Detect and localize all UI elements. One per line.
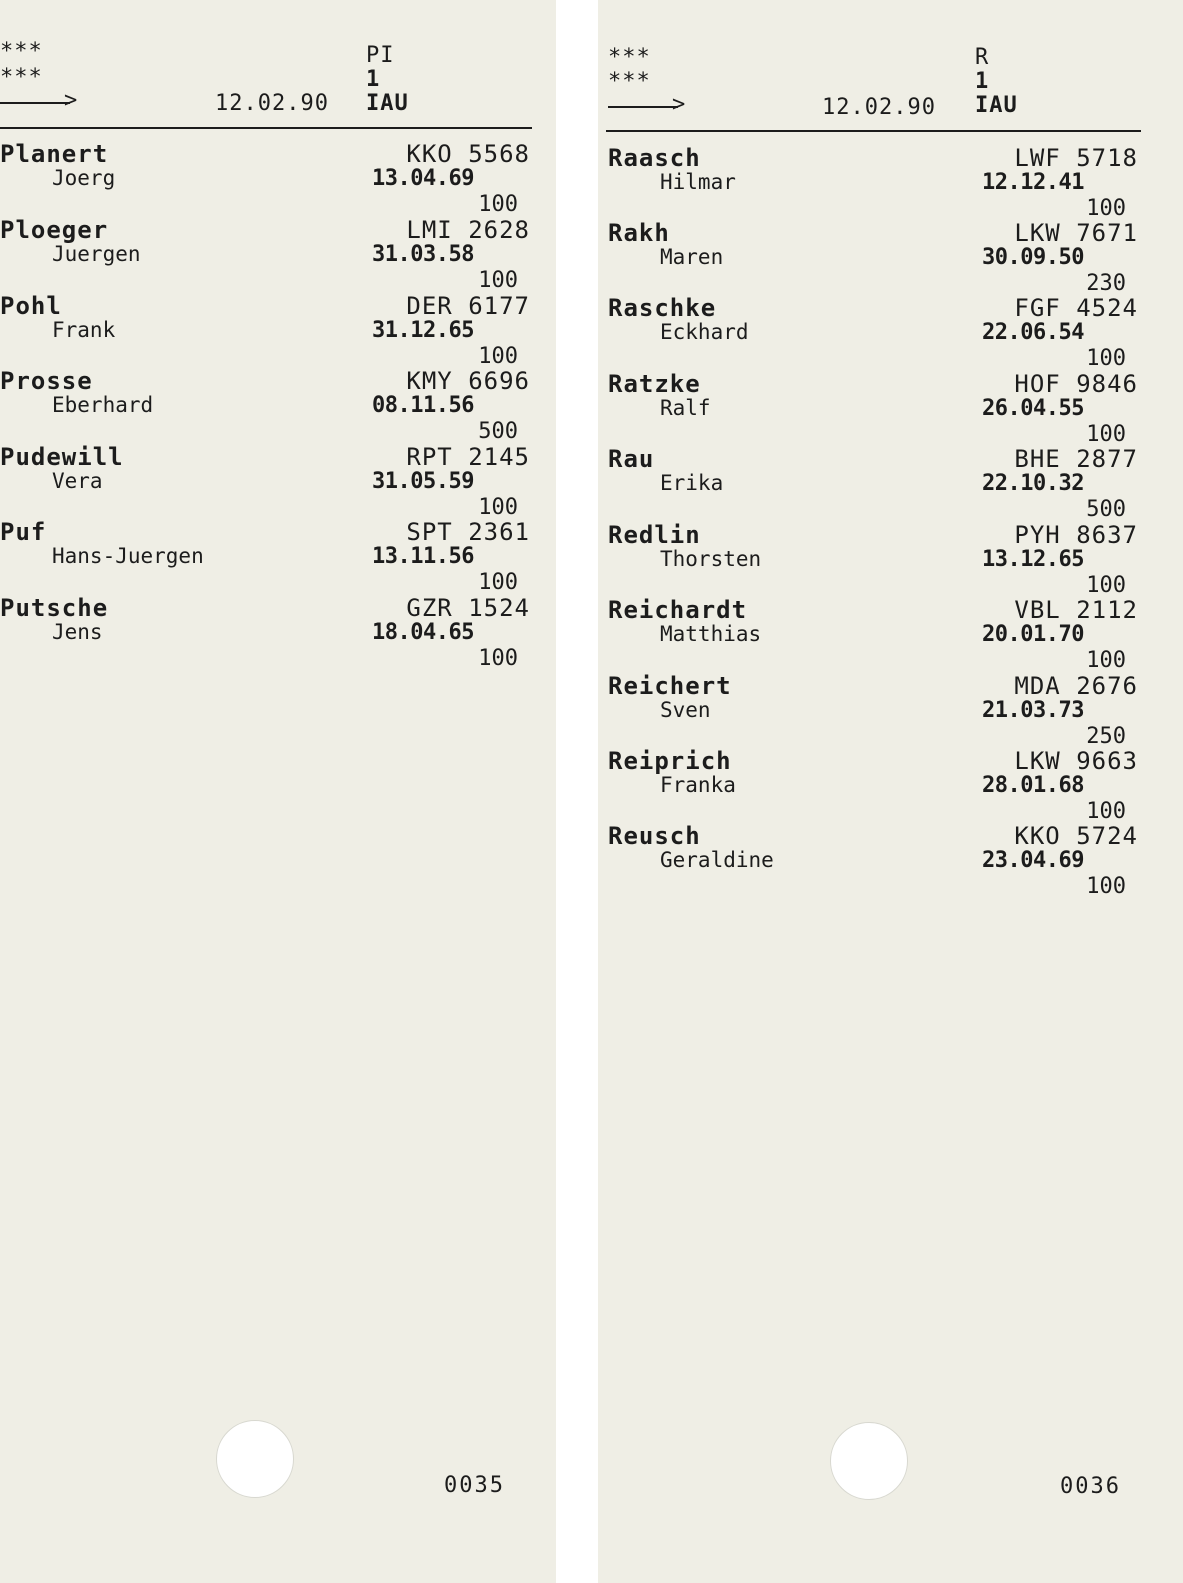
birth-date: 31.12.65 xyxy=(372,318,474,343)
amount: 100 xyxy=(1086,346,1126,371)
firstname: Matthias xyxy=(660,622,762,646)
surname: Pudewill xyxy=(0,443,124,471)
arrow-head-icon: > xyxy=(64,88,78,113)
code: KKO 5724 xyxy=(1014,822,1138,850)
firstname: Eckhard xyxy=(660,320,749,344)
amount: 230 xyxy=(1086,271,1126,296)
firstname: Eberhard xyxy=(52,393,154,417)
list-item xyxy=(608,144,1138,220)
amount: 100 xyxy=(478,646,518,671)
header-stars-1: *** xyxy=(608,45,651,70)
birth-date: 18.04.65 xyxy=(372,620,474,645)
surname: Prosse xyxy=(0,367,93,395)
list-item xyxy=(0,292,530,368)
surname: Rau xyxy=(608,445,655,473)
code: VBL 2112 xyxy=(1014,596,1138,624)
surname: Pohl xyxy=(0,292,62,320)
list-item xyxy=(608,672,1138,748)
list-item xyxy=(0,140,530,216)
code: LWF 5718 xyxy=(1014,144,1138,172)
header-code-mid: 1 xyxy=(366,67,381,92)
amount: 100 xyxy=(1086,573,1126,598)
surname: Reichert xyxy=(608,672,732,700)
card-number: 0036 xyxy=(1060,1474,1121,1499)
code: GZR 1524 xyxy=(406,594,530,622)
amount: 100 xyxy=(1086,874,1126,899)
surname: Raasch xyxy=(608,144,701,172)
firstname: Jens xyxy=(52,620,103,644)
code: LKW 7671 xyxy=(1014,219,1138,247)
amount: 100 xyxy=(478,495,518,520)
surname: Reusch xyxy=(608,822,701,850)
birth-date: 13.04.69 xyxy=(372,166,474,191)
amount: 100 xyxy=(1086,422,1126,447)
arrow-head-icon: > xyxy=(672,92,686,117)
list-item xyxy=(0,594,530,670)
firstname: Franka xyxy=(660,773,736,797)
birth-date: 28.01.68 xyxy=(982,773,1084,798)
list-item xyxy=(0,367,530,443)
firstname: Juergen xyxy=(52,242,141,266)
list-item xyxy=(608,596,1138,672)
code: BHE 2877 xyxy=(1014,445,1138,473)
birth-date: 13.12.65 xyxy=(982,547,1084,572)
firstname: Thorsten xyxy=(660,547,762,571)
birth-date: 12.12.41 xyxy=(982,170,1084,195)
header-rule xyxy=(0,127,532,129)
header-stars-2: *** xyxy=(0,65,43,90)
surname: Puf xyxy=(0,518,47,546)
list-item xyxy=(0,518,530,594)
index-card-right xyxy=(598,0,1183,1583)
firstname: Joerg xyxy=(52,166,116,190)
list-item xyxy=(0,443,530,519)
header-code-bottom: IAU xyxy=(366,91,409,116)
code: KMY 6696 xyxy=(406,367,530,395)
amount: 100 xyxy=(478,192,518,217)
list-item xyxy=(608,521,1138,597)
firstname: Ralf xyxy=(660,396,711,420)
code: RPT 2145 xyxy=(406,443,530,471)
card-number: 0035 xyxy=(444,1473,505,1498)
amount: 100 xyxy=(478,344,518,369)
header-rule xyxy=(606,130,1141,132)
surname: Raschke xyxy=(608,294,717,322)
firstname: Vera xyxy=(52,469,103,493)
amount: 100 xyxy=(1086,799,1126,824)
firstname: Hilmar xyxy=(660,170,736,194)
birth-date: 13.11.56 xyxy=(372,544,474,569)
list-item xyxy=(608,219,1138,295)
amount: 100 xyxy=(1086,648,1126,673)
birth-date: 22.06.54 xyxy=(982,320,1084,345)
code: LKW 9663 xyxy=(1014,747,1138,775)
list-item xyxy=(608,822,1138,898)
surname: Planert xyxy=(0,140,109,168)
arrow-line xyxy=(608,106,678,108)
amount: 100 xyxy=(1086,196,1126,221)
firstname: Frank xyxy=(52,318,116,342)
punch-hole xyxy=(216,1420,294,1498)
code: HOF 9846 xyxy=(1014,370,1138,398)
list-item xyxy=(608,370,1138,446)
surname: Ploeger xyxy=(0,216,109,244)
header-stars-1: *** xyxy=(0,39,43,64)
birth-date: 21.03.73 xyxy=(982,698,1084,723)
code: MDA 2676 xyxy=(1014,672,1138,700)
header-date: 12.02.90 xyxy=(822,95,936,120)
code: PYH 8637 xyxy=(1014,521,1138,549)
list-item xyxy=(608,294,1138,370)
firstname: Maren xyxy=(660,245,724,269)
firstname: Hans-Juergen xyxy=(52,544,204,568)
surname: Ratzke xyxy=(608,370,701,398)
birth-date: 22.10.32 xyxy=(982,471,1084,496)
surname: Reiprich xyxy=(608,747,732,775)
birth-date: 30.09.50 xyxy=(982,245,1084,270)
amount: 250 xyxy=(1086,724,1126,749)
header-stars-2: *** xyxy=(608,69,651,94)
arrow-line xyxy=(0,102,70,104)
firstname: Geraldine xyxy=(660,848,774,872)
code: FGF 4524 xyxy=(1014,294,1138,322)
header-code-top: R xyxy=(975,45,990,70)
punch-hole xyxy=(830,1422,908,1500)
birth-date: 31.05.59 xyxy=(372,469,474,494)
amount: 100 xyxy=(478,570,518,595)
birth-date: 26.04.55 xyxy=(982,396,1084,421)
surname: Rakh xyxy=(608,219,670,247)
firstname: Erika xyxy=(660,471,724,495)
surname: Putsche xyxy=(0,594,109,622)
surname: Redlin xyxy=(608,521,701,549)
header-code-mid: 1 xyxy=(975,69,990,94)
code: DER 6177 xyxy=(406,292,530,320)
header-code-bottom: IAU xyxy=(975,93,1018,118)
birth-date: 08.11.56 xyxy=(372,393,474,418)
birth-date: 31.03.58 xyxy=(372,242,474,267)
amount: 500 xyxy=(1086,497,1126,522)
firstname: Sven xyxy=(660,698,711,722)
index-card-left xyxy=(0,0,556,1583)
amount: 500 xyxy=(478,419,518,444)
code: SPT 2361 xyxy=(406,518,530,546)
code: LMI 2628 xyxy=(406,216,530,244)
birth-date: 20.01.70 xyxy=(982,622,1084,647)
surname: Reichardt xyxy=(608,596,748,624)
list-item xyxy=(608,747,1138,823)
list-item xyxy=(608,445,1138,521)
header-code-top: PI xyxy=(366,43,395,68)
list-item xyxy=(0,216,530,292)
header-date: 12.02.90 xyxy=(215,91,329,116)
birth-date: 23.04.69 xyxy=(982,848,1084,873)
amount: 100 xyxy=(478,268,518,293)
code: KKO 5568 xyxy=(406,140,530,168)
